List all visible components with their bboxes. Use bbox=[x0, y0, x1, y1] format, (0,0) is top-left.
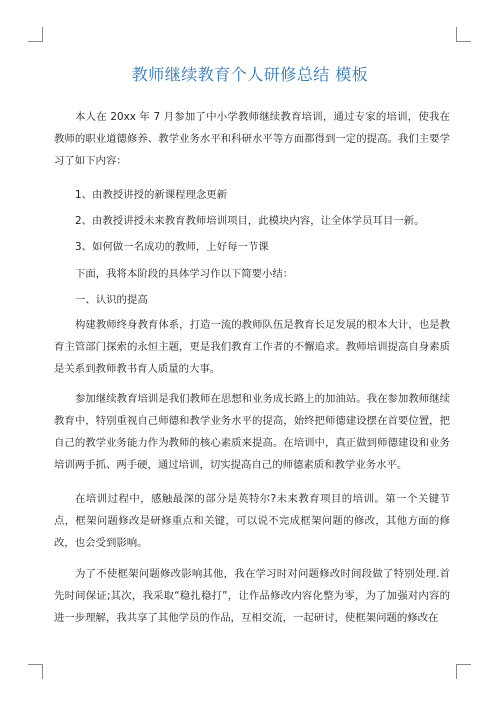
paragraph-awareness: 构建教师终身教育体系，打造一流的教师队伍是教育长足发展的根本大计，也是教育主管部门探索的永恒主题，更是我们教育工作者的不懈追求。教师培训提高自身素质是关系到教师教书育人质量的大事。 bbox=[54, 319, 450, 375]
list-item-3: 3、如何做一名成功的教师，上好每一节课 bbox=[75, 241, 269, 253]
paragraph-training: 参加继续教育培训是我们教师在思想和业务成长路上的加油站。我在参加教师继续教育中，特别重视自己师德和教学业务水平的提高，始终把师德建设摆在首要位置，把自己的教学业务能力作为教师的核心素质来提高。在培训中，真正做到师德建设和业务培训两手抓、两手硬，通过培训，切实提高自己的师德素质和教学业务水平。 bbox=[54, 393, 450, 471]
corner-mark-top-right bbox=[456, 27, 471, 42]
paragraph-framework: 为了不使框架问题修改影响其他，我在学习时对问题修改时间段做了特别处理.首先时间保证;其次，我采取“稳扎稳打”，让作品修改内容化整为零，为了加强对内容的进一步理解，我共享了其他学员的作品，互相交流，一起研讨，使框架问题的修改在 bbox=[54, 568, 450, 624]
summary-lead: 下面，我将本阶段的具体学习作以下简要小结： bbox=[75, 268, 294, 280]
section-heading: 一、认识的提高 bbox=[75, 294, 148, 306]
corner-mark-top-left bbox=[28, 27, 43, 42]
paragraph-process: 在培训过程中，感触最深的部分是英特尔?未来教育项目的培训。第一个关键节点，框架问题修改是研修重点和关键，可以说不完成框架问题的修改，其他方面的修改，也会受到影响。 bbox=[54, 493, 450, 549]
list-item-1: 1、由教授讲授的新课程理念更新 bbox=[75, 189, 228, 201]
corner-mark-bottom-right bbox=[456, 664, 471, 679]
paragraph-intro: 本人在 20xx 年 7 月参加了中小学教师继续教育培训，通过专家的培训，使我在教师的职业道德修养、教学业务水平和科研水平等方面都得到一定的提高。我们主要学习了如下内容： bbox=[54, 111, 450, 167]
corner-mark-bottom-left bbox=[28, 664, 43, 679]
list-item-2: 2、由教授讲授未来教育教师培训项目，此模块内容，让全体学员耳目一新。 bbox=[75, 215, 425, 227]
document-title: 教师继续教育个人研修总结 模板 bbox=[131, 65, 369, 84]
